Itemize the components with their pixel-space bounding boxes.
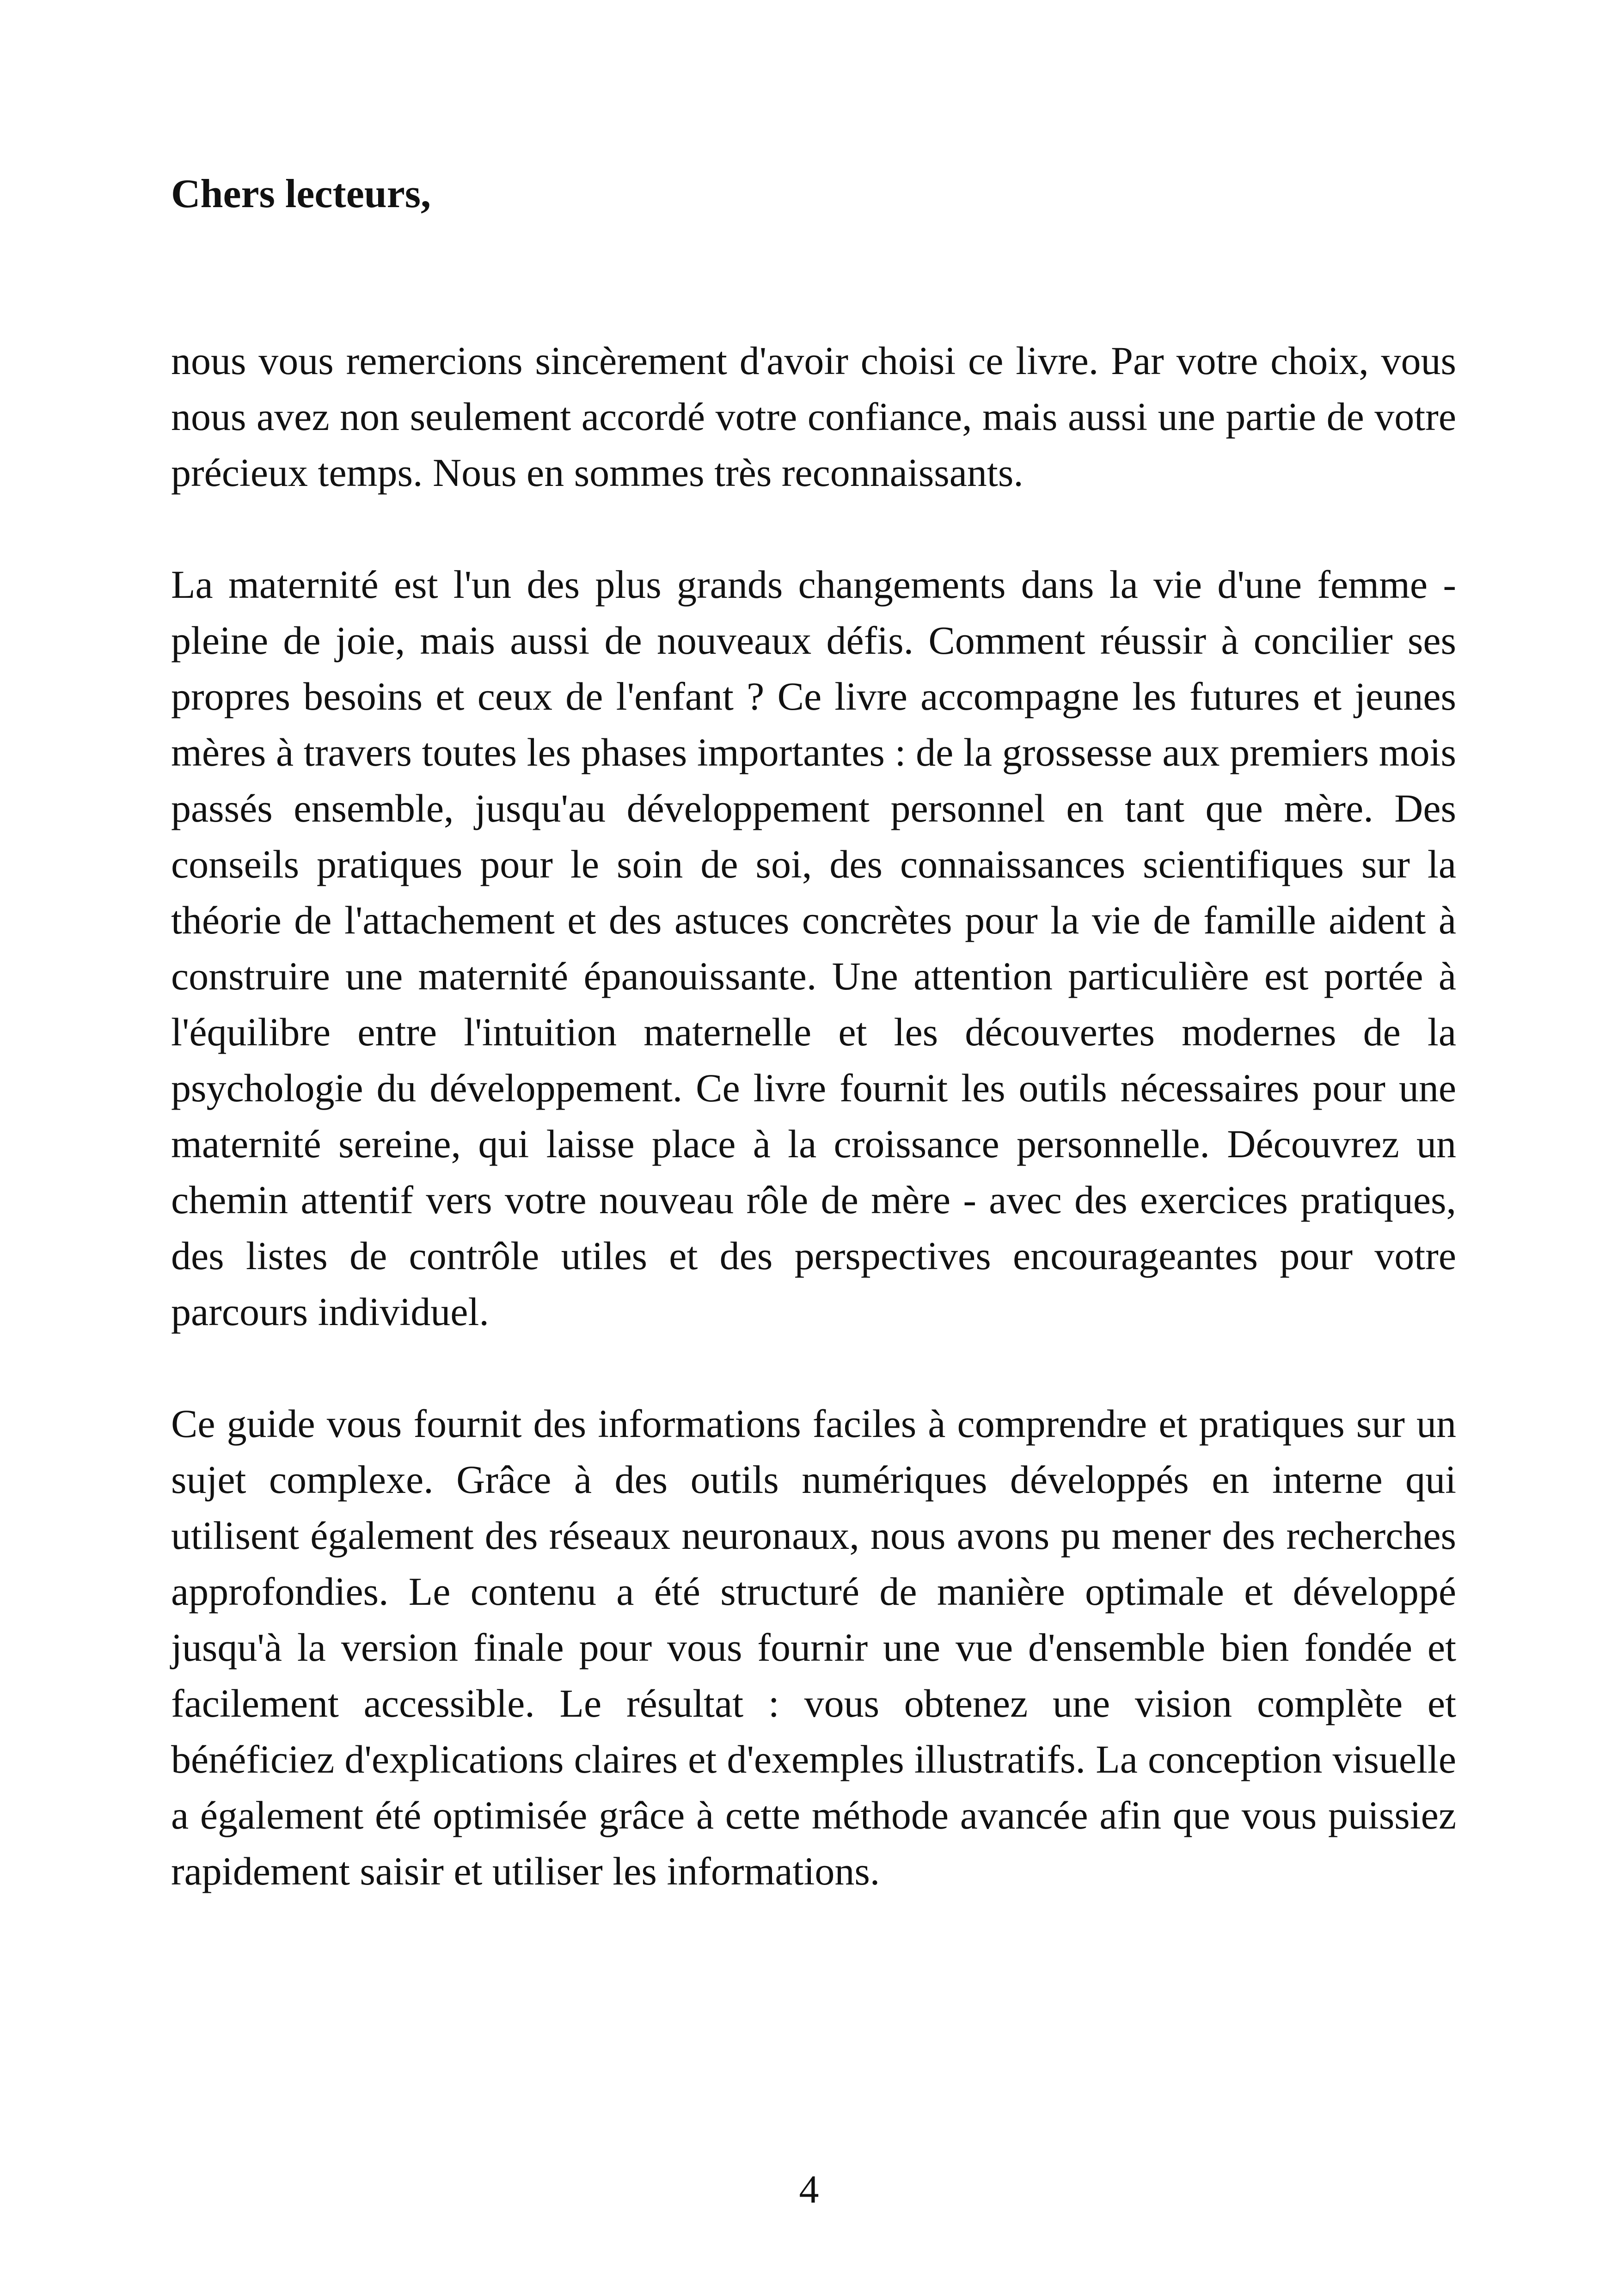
page-content (171, 166, 1456, 1899)
paragraph-thanks: nous vous remercions sincèrement d'avoir choisi ce livre. Par votre choix, vous nous avez non seulement accordé votre confiance, mais aussi une partie de votre précieux temps. Nous en sommes très reconnaissants. (171, 338, 1456, 495)
paragraph-guide: Ce guide vous fournit des informations faciles à comprendre et pratiques sur un sujet complexe. Grâce à des outils numériques développés en interne qui utilisent également des réseaux neuronaux, nous avons pu mener des recherches approfondies. Le contenu a été structuré de manière optimale et développé jusqu'à la version finale pour vous fournir une vue d'ensemble bien fondée et facilement accessible. Le résultat : vous obtenez une vision complète et bénéficiez d'explications claires et d'exemples illustratifs. La conception visuelle a également été optimisée grâce à cette méthode avancée afin que vous puissiez rapidement saisir et utiliser les informations. (171, 1401, 1456, 1893)
paragraph-maternity: La maternité est l'un des plus grands changements dans la vie d'une femme - pleine de joie, mais aussi de nouveaux défis. Comment réussir à concilier ses propres besoins et ceux de l'enfant ? Ce livre accompagne les futures et jeunes mères à travers toutes les phases importantes : de la grossesse aux premiers mois passés ensemble, jusqu'au développement personnel en tant que mère. Des conseils pratiques pour le soin de soi, des connaissances scientifiques sur la théorie de l'attachement et des astuces concrètes pour la vie de famille aident à construire une maternité épanouissante. Une attention particulière est portée à l'équilibre entre l'intuition maternelle et les découvertes modernes de la psychologie du développement. Ce livre fournit les outils nécessaires pour une maternité sereine, qui laisse place à la croissance personnelle. Découvrez un chemin attentif vers votre nouveau rôle de mère - avec des exercices pratiques, des listes de contrôle utiles et des perspectives encourageantes pour votre parcours individuel. (171, 562, 1456, 1334)
page-number: 4 (799, 2167, 819, 2211)
greeting-heading: Chers lecteurs, (171, 172, 431, 216)
